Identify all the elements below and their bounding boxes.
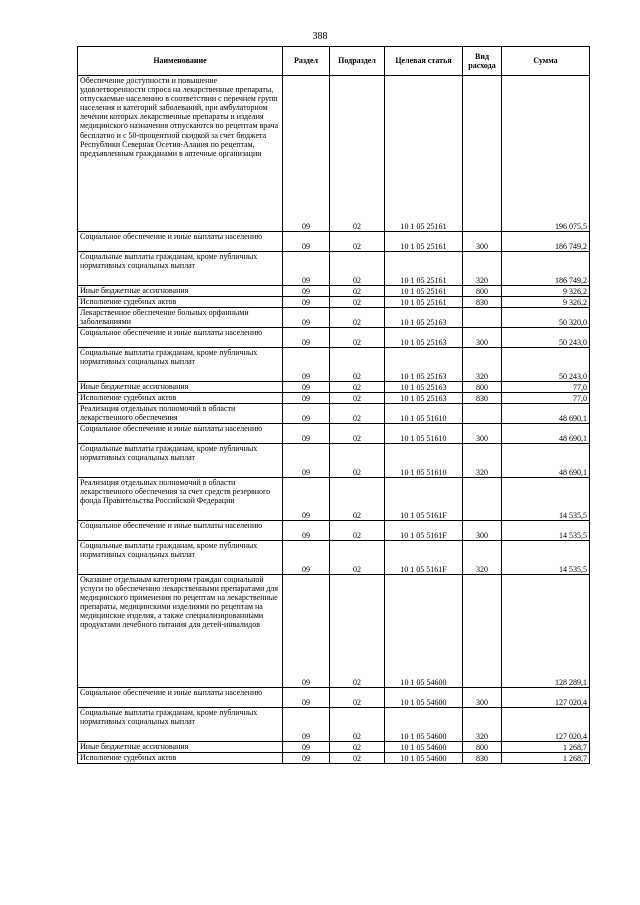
row-target: 10 1 05 54600 bbox=[385, 575, 463, 688]
row-target: 10 1 05 25163 bbox=[385, 393, 463, 404]
table-row bbox=[78, 404, 590, 424]
row-subsection: 02 bbox=[330, 393, 385, 404]
row-section: 09 bbox=[283, 308, 330, 328]
row-section: 09 bbox=[283, 444, 330, 478]
header-name: Наименование bbox=[78, 47, 283, 76]
row-subsection: 02 bbox=[330, 444, 385, 478]
row-subsection: 02 bbox=[330, 708, 385, 742]
row-target: 10 1 05 25161 bbox=[385, 232, 463, 252]
row-target: 10 1 05 25161 bbox=[385, 76, 463, 232]
row-name: Исполнение судебных актов bbox=[78, 753, 283, 764]
row-subsection: 02 bbox=[330, 742, 385, 753]
row-expense-type: 830 bbox=[463, 393, 502, 404]
row-subsection: 02 bbox=[330, 424, 385, 444]
row-sum: 1 268,7 bbox=[502, 742, 590, 753]
row-section: 09 bbox=[283, 252, 330, 286]
row-target: 10 1 05 51610 bbox=[385, 424, 463, 444]
row-sum: 77,0 bbox=[502, 382, 590, 393]
row-expense-type: 830 bbox=[463, 297, 502, 308]
row-target: 10 1 05 25163 bbox=[385, 382, 463, 393]
row-name: Лекарственное обеспечение больных орфанными заболеваниями bbox=[78, 308, 283, 328]
row-section: 09 bbox=[283, 328, 330, 348]
table-row bbox=[78, 541, 590, 575]
row-name: Исполнение судебных актов bbox=[78, 297, 283, 308]
row-name: Обеспечение доступности и повышение удовлетворенности спроса на лекарственные препараты, отпускаемые населению в соответствии с перечнем групп населения и категорий заболеваний, при амбулаторном лечении которых лекарственные препараты и изделия медицинского назначения отпускаются по рецептам врача бесплатно и с 50-процентной скидкой за счет бюджета Республики Северная Осетия-Алания по рецептам, предъявленным гражданами в аптечные организации bbox=[78, 76, 283, 232]
row-expense-type: 320 bbox=[463, 444, 502, 478]
row-name: Реализация отдельных полномочий в области лекарственного обеспечения за счет средств резервного фонда Правительства Российской Федерации bbox=[78, 478, 283, 521]
row-section: 09 bbox=[283, 404, 330, 424]
row-expense-type: 320 bbox=[463, 252, 502, 286]
row-name: Социальные выплаты гражданам, кроме публичных нормативных социальных выплат bbox=[78, 252, 283, 286]
row-target: 10 1 05 51610 bbox=[385, 444, 463, 478]
row-sum: 50 243,0 bbox=[502, 328, 590, 348]
row-expense-type: 830 bbox=[463, 753, 502, 764]
row-expense-type bbox=[463, 308, 502, 328]
row-expense-type: 320 bbox=[463, 708, 502, 742]
table-row bbox=[78, 76, 590, 232]
row-section: 09 bbox=[283, 708, 330, 742]
row-subsection: 02 bbox=[330, 382, 385, 393]
row-subsection: 02 bbox=[330, 541, 385, 575]
table-row bbox=[78, 444, 590, 478]
row-subsection: 02 bbox=[330, 232, 385, 252]
row-name: Социальное обеспечение и иные выплаты населению bbox=[78, 688, 283, 708]
row-expense-type: 300 bbox=[463, 521, 502, 541]
table-row bbox=[78, 478, 590, 521]
row-sum: 14 535,5 bbox=[502, 541, 590, 575]
row-section: 09 bbox=[283, 575, 330, 688]
row-subsection: 02 bbox=[330, 521, 385, 541]
row-sum: 14 535,5 bbox=[502, 478, 590, 521]
table-row bbox=[78, 382, 590, 393]
row-target: 10 1 05 5161F bbox=[385, 478, 463, 521]
row-section: 09 bbox=[283, 742, 330, 753]
row-target: 10 1 05 54600 bbox=[385, 753, 463, 764]
row-target: 10 1 05 25163 bbox=[385, 328, 463, 348]
row-name: Социальное обеспечение и иные выплаты населению bbox=[78, 328, 283, 348]
row-subsection: 02 bbox=[330, 252, 385, 286]
table-row bbox=[78, 286, 590, 297]
header-expense-type: Вид расхода bbox=[463, 47, 502, 76]
row-name: Исполнение судебных актов bbox=[78, 393, 283, 404]
row-sum: 50 320,0 bbox=[502, 308, 590, 328]
row-target: 10 1 05 5161F bbox=[385, 521, 463, 541]
row-expense-type: 320 bbox=[463, 348, 502, 382]
row-subsection: 02 bbox=[330, 688, 385, 708]
row-expense-type: 300 bbox=[463, 328, 502, 348]
row-sum: 50 243,0 bbox=[502, 348, 590, 382]
row-sum: 14 535,5 bbox=[502, 521, 590, 541]
row-expense-type bbox=[463, 404, 502, 424]
table-row bbox=[78, 753, 590, 764]
table-row bbox=[78, 393, 590, 404]
table-row bbox=[78, 252, 590, 286]
header-subsection: Подраздел bbox=[330, 47, 385, 76]
row-section: 09 bbox=[283, 424, 330, 444]
row-expense-type: 300 bbox=[463, 688, 502, 708]
table-row bbox=[78, 521, 590, 541]
row-section: 09 bbox=[283, 521, 330, 541]
row-expense-type bbox=[463, 76, 502, 232]
row-name: Оказание отдельным категориям граждан социальной услуги по обеспечению лекарственными препаратами для медицинского применения по рецептам на лекарственные препараты, медицинскими изделиями по рецептам на медицинские изделия, а также специализированными продуктами лечебного питания для детей-инвалидов bbox=[78, 575, 283, 688]
budget-table bbox=[77, 46, 590, 764]
row-sum: 127 020,4 bbox=[502, 688, 590, 708]
row-section: 09 bbox=[283, 286, 330, 297]
row-target: 10 1 05 54600 bbox=[385, 688, 463, 708]
row-expense-type: 320 bbox=[463, 541, 502, 575]
row-name: Иные бюджетные ассигнования bbox=[78, 382, 283, 393]
table-row bbox=[78, 708, 590, 742]
row-target: 10 1 05 25161 bbox=[385, 252, 463, 286]
header-section: Раздел bbox=[283, 47, 330, 76]
row-expense-type bbox=[463, 478, 502, 521]
row-sum: 77,0 bbox=[502, 393, 590, 404]
table-row bbox=[78, 232, 590, 252]
row-sum: 48 690,1 bbox=[502, 404, 590, 424]
row-expense-type: 300 bbox=[463, 424, 502, 444]
row-sum: 9 326,2 bbox=[502, 286, 590, 297]
row-expense-type: 800 bbox=[463, 286, 502, 297]
table-row bbox=[78, 308, 590, 328]
row-sum: 48 690,1 bbox=[502, 444, 590, 478]
row-sum: 128 289,1 bbox=[502, 575, 590, 688]
row-target: 10 1 05 25163 bbox=[385, 308, 463, 328]
row-target: 10 1 05 51610 bbox=[385, 404, 463, 424]
row-subsection: 02 bbox=[330, 286, 385, 297]
row-expense-type: 800 bbox=[463, 382, 502, 393]
row-name: Социальные выплаты гражданам, кроме публичных нормативных социальных выплат bbox=[78, 541, 283, 575]
row-target: 10 1 05 5161F bbox=[385, 541, 463, 575]
row-target: 10 1 05 54600 bbox=[385, 708, 463, 742]
table-row bbox=[78, 575, 590, 688]
row-subsection: 02 bbox=[330, 575, 385, 688]
table-row bbox=[78, 328, 590, 348]
row-name: Социальные выплаты гражданам, кроме публичных нормативных социальных выплат bbox=[78, 348, 283, 382]
row-name: Иные бюджетные ассигнования bbox=[78, 286, 283, 297]
row-section: 09 bbox=[283, 688, 330, 708]
row-expense-type: 800 bbox=[463, 742, 502, 753]
table-row bbox=[78, 424, 590, 444]
row-name: Социальные выплаты гражданам, кроме публичных нормативных социальных выплат bbox=[78, 444, 283, 478]
header-sum: Сумма bbox=[502, 47, 590, 76]
table-row bbox=[78, 742, 590, 753]
row-subsection: 02 bbox=[330, 478, 385, 521]
row-target: 10 1 05 25161 bbox=[385, 286, 463, 297]
row-section: 09 bbox=[283, 393, 330, 404]
row-section: 09 bbox=[283, 297, 330, 308]
table-row bbox=[78, 297, 590, 308]
row-subsection: 02 bbox=[330, 753, 385, 764]
row-sum: 48 690,1 bbox=[502, 424, 590, 444]
row-section: 09 bbox=[283, 76, 330, 232]
row-sum: 196 075,5 bbox=[502, 76, 590, 232]
row-section: 09 bbox=[283, 348, 330, 382]
row-target: 10 1 05 25161 bbox=[385, 297, 463, 308]
row-name: Социальное обеспечение и иные выплаты населению bbox=[78, 232, 283, 252]
row-subsection: 02 bbox=[330, 308, 385, 328]
row-subsection: 02 bbox=[330, 76, 385, 232]
row-section: 09 bbox=[283, 382, 330, 393]
row-subsection: 02 bbox=[330, 404, 385, 424]
row-section: 09 bbox=[283, 541, 330, 575]
row-subsection: 02 bbox=[330, 328, 385, 348]
row-sum: 127 020,4 bbox=[502, 708, 590, 742]
row-sum: 1 268,7 bbox=[502, 753, 590, 764]
row-name: Иные бюджетные ассигнования bbox=[78, 742, 283, 753]
row-subsection: 02 bbox=[330, 348, 385, 382]
table-header-row bbox=[78, 47, 590, 76]
row-sum: 186 749,2 bbox=[502, 252, 590, 286]
row-name: Социальное обеспечение и иные выплаты населению bbox=[78, 424, 283, 444]
table-row bbox=[78, 688, 590, 708]
row-subsection: 02 bbox=[330, 297, 385, 308]
row-section: 09 bbox=[283, 232, 330, 252]
row-target: 10 1 05 54600 bbox=[385, 742, 463, 753]
row-expense-type bbox=[463, 575, 502, 688]
row-section: 09 bbox=[283, 753, 330, 764]
table-row bbox=[78, 348, 590, 382]
page-number: 388 bbox=[312, 31, 328, 42]
row-section: 09 bbox=[283, 478, 330, 521]
row-name: Реализация отдельных полномочий в области лекарственного обеспечения bbox=[78, 404, 283, 424]
row-name: Социальные выплаты гражданам, кроме публичных нормативных социальных выплат bbox=[78, 708, 283, 742]
row-name: Социальное обеспечение и иные выплаты населению bbox=[78, 521, 283, 541]
header-target: Целевая статья bbox=[385, 47, 463, 76]
row-target: 10 1 05 25163 bbox=[385, 348, 463, 382]
row-sum: 9 326,2 bbox=[502, 297, 590, 308]
row-expense-type: 300 bbox=[463, 232, 502, 252]
row-sum: 186 749,2 bbox=[502, 232, 590, 252]
